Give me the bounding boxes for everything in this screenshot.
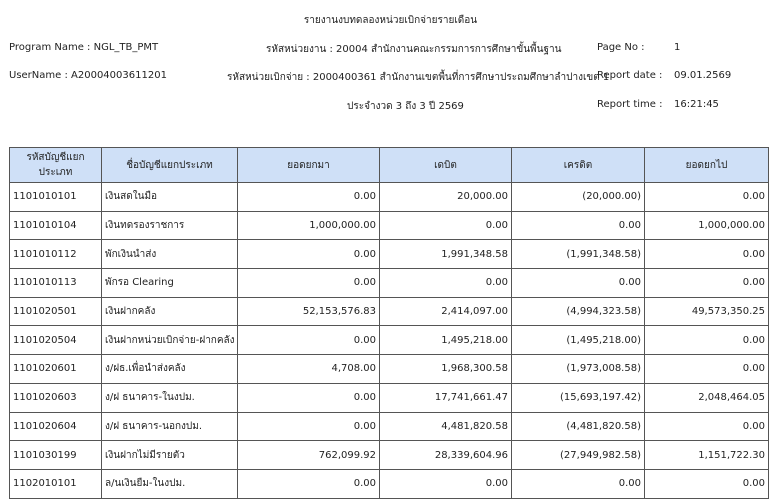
report-time-label: Report time : xyxy=(597,99,663,110)
header-account-name: ชื่อบัญชีแยกประเภท xyxy=(102,148,238,183)
cell-closing-balance: 1,000,000.00 xyxy=(645,211,769,240)
cell-credit: (4,481,820.58) xyxy=(512,412,645,441)
cell-account-name: ง/ฝธ.เพื่อนำส่งคลัง xyxy=(102,355,238,384)
cell-credit: 0.00 xyxy=(512,469,645,498)
cell-debit: 20,000.00 xyxy=(380,183,512,212)
report-period: ประจำงวด 3 ถึง 3 ปี 2569 xyxy=(347,101,464,112)
cell-credit: 0.00 xyxy=(512,211,645,240)
report-title: รายงานงบทดลองหน่วยเบิกจ่ายรายเดือน xyxy=(303,15,478,26)
table-row xyxy=(10,211,769,240)
cell-debit: 0.00 xyxy=(380,211,512,240)
report-date-value: 09.01.2569 xyxy=(674,70,732,81)
cell-opening-balance: 0.00 xyxy=(238,269,380,298)
cell-closing-balance: 0.00 xyxy=(645,269,769,298)
username: UserName : A20004003611201 xyxy=(9,70,167,81)
cell-account-code: 1101020601 xyxy=(10,355,102,384)
cell-opening-balance: 52,153,576.83 xyxy=(238,297,380,326)
table-row xyxy=(10,441,769,470)
report-date-label: Report date : xyxy=(597,70,663,81)
cell-credit: 0.00 xyxy=(512,269,645,298)
header-debit: เดบิต xyxy=(380,148,512,183)
cell-credit: (27,949,982.58) xyxy=(512,441,645,470)
cell-account-code: 1102010101 xyxy=(10,469,102,498)
cell-debit: 0.00 xyxy=(380,469,512,498)
table-row xyxy=(10,269,769,298)
cell-debit: 4,481,820.58 xyxy=(380,412,512,441)
table-body xyxy=(10,183,769,499)
cell-account-code: 1101010112 xyxy=(10,240,102,269)
cell-account-code: 1101020504 xyxy=(10,326,102,355)
disbursement-unit-code: รหัสหน่วยเบิกจ่าย : 2000400361 สำนักงานเขตพื้นที่การศึกษาประถมศึกษาลำปางเขต 1 xyxy=(227,72,610,83)
cell-closing-balance: 0.00 xyxy=(645,326,769,355)
table-row xyxy=(10,383,769,412)
header-opening-balance: ยอดยกมา xyxy=(238,148,380,183)
cell-closing-balance: 0.00 xyxy=(645,183,769,212)
cell-account-code: 1101030199 xyxy=(10,441,102,470)
cell-credit: (1,495,218.00) xyxy=(512,326,645,355)
header-account-code: รหัสบัญชีแยกประเภท xyxy=(10,148,102,183)
cell-credit: (4,994,323.58) xyxy=(512,297,645,326)
cell-account-code: 1101020603 xyxy=(10,383,102,412)
cell-account-name: พักเงินนำส่ง xyxy=(102,240,238,269)
cell-credit: (20,000.00) xyxy=(512,183,645,212)
page-no-label: Page No : xyxy=(597,42,645,53)
cell-opening-balance: 0.00 xyxy=(238,469,380,498)
cell-debit: 0.00 xyxy=(380,269,512,298)
cell-opening-balance: 0.00 xyxy=(238,412,380,441)
cell-closing-balance: 1,151,722.30 xyxy=(645,441,769,470)
cell-closing-balance: 0.00 xyxy=(645,240,769,269)
table-row xyxy=(10,326,769,355)
cell-credit: (15,693,197.42) xyxy=(512,383,645,412)
table-row xyxy=(10,412,769,441)
cell-debit: 1,991,348.58 xyxy=(380,240,512,269)
table-header-row xyxy=(10,148,769,183)
cell-debit: 28,339,604.96 xyxy=(380,441,512,470)
cell-account-code: 1101020604 xyxy=(10,412,102,441)
cell-credit: (1,973,008.58) xyxy=(512,355,645,384)
cell-closing-balance: 2,048,464.05 xyxy=(645,383,769,412)
cell-debit: 2,414,097.00 xyxy=(380,297,512,326)
cell-credit: (1,991,348.58) xyxy=(512,240,645,269)
cell-account-name: เงินฝากคลัง xyxy=(102,297,238,326)
table-row xyxy=(10,469,769,498)
header-credit: เครดิต xyxy=(512,148,645,183)
table-row xyxy=(10,240,769,269)
program-name: Program Name : NGL_TB_PMT xyxy=(9,42,159,53)
cell-account-name: ล/นเงินยืม-ในงปม. xyxy=(102,469,238,498)
cell-opening-balance: 4,708.00 xyxy=(238,355,380,384)
cell-opening-balance: 0.00 xyxy=(238,383,380,412)
cell-account-name: ง/ฝ ธนาคาร-ในงปม. xyxy=(102,383,238,412)
cell-account-name: เงินฝากหน่วยเบิกจ่าย-ฝากคลัง xyxy=(102,326,238,355)
cell-account-name: ง/ฝ ธนาคาร-นอกงปม. xyxy=(102,412,238,441)
cell-opening-balance: 0.00 xyxy=(238,183,380,212)
cell-account-code: 1101010101 xyxy=(10,183,102,212)
cell-account-code: 1101010113 xyxy=(10,269,102,298)
table-row xyxy=(10,297,769,326)
cell-opening-balance: 762,099.92 xyxy=(238,441,380,470)
cell-opening-balance: 0.00 xyxy=(238,326,380,355)
cell-account-code: 1101020501 xyxy=(10,297,102,326)
table-row xyxy=(10,355,769,384)
cell-closing-balance: 49,573,350.25 xyxy=(645,297,769,326)
cell-closing-balance: 0.00 xyxy=(645,469,769,498)
cell-account-name: พักรอ Clearing xyxy=(102,269,238,298)
cell-closing-balance: 0.00 xyxy=(645,412,769,441)
cell-account-name: เงินสดในมือ xyxy=(102,183,238,212)
cell-debit: 17,741,661.47 xyxy=(380,383,512,412)
cell-debit: 1,968,300.58 xyxy=(380,355,512,384)
page-no-value: 1 xyxy=(674,42,681,53)
cell-account-name: เงินทดรองราชการ xyxy=(102,211,238,240)
cell-closing-balance: 0.00 xyxy=(645,355,769,384)
trial-balance-table xyxy=(9,147,769,499)
cell-opening-balance: 0.00 xyxy=(238,240,380,269)
header-closing-balance: ยอดยกไป xyxy=(645,148,769,183)
department-code: รหัสหน่วยงาน : 20004 สำนักงานคณะกรรมการการศึกษาขั้นพื้นฐาน xyxy=(266,44,562,55)
table-row xyxy=(10,183,769,212)
report-time-value: 16:21:45 xyxy=(674,99,719,110)
cell-debit: 1,495,218.00 xyxy=(380,326,512,355)
cell-opening-balance: 1,000,000.00 xyxy=(238,211,380,240)
cell-account-code: 1101010104 xyxy=(10,211,102,240)
cell-account-name: เงินฝากไม่มีรายตัว xyxy=(102,441,238,470)
